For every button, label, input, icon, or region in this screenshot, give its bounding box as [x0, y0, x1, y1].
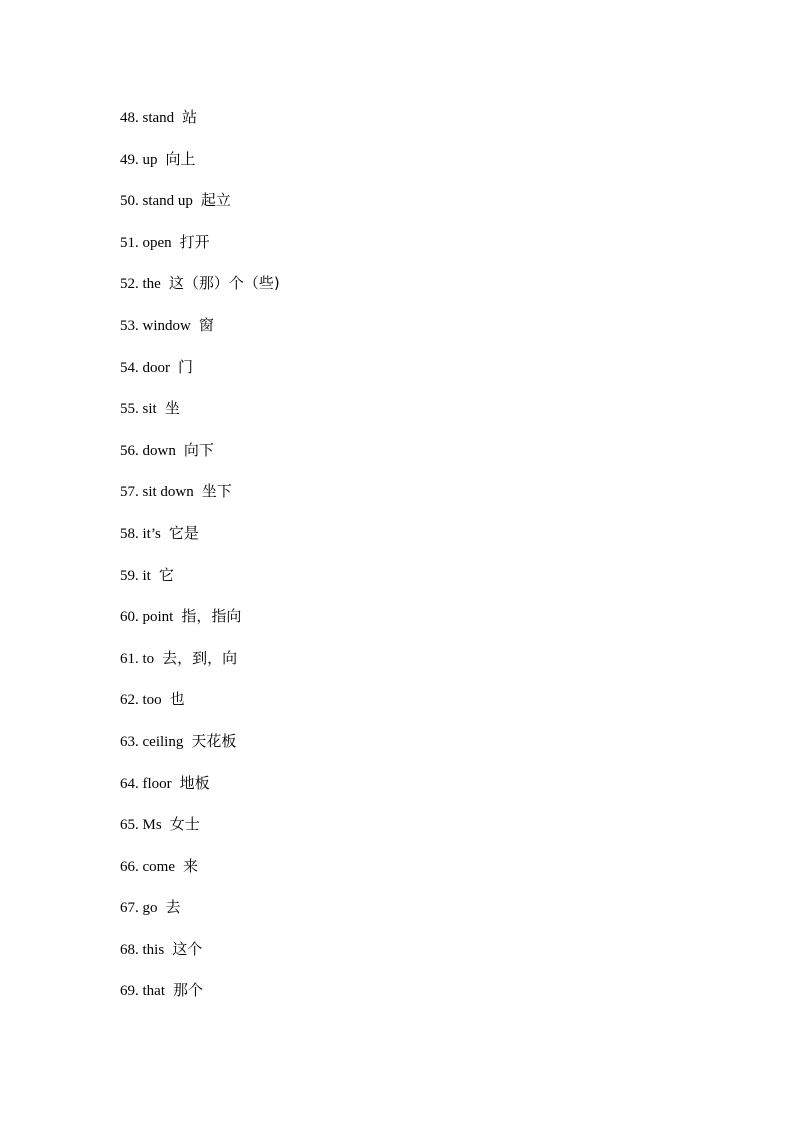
vocab-entry — [120, 855, 280, 897]
entry-meaning: 打开 — [179, 232, 210, 251]
entry-word: point — [142, 609, 174, 626]
vocab-entry — [120, 688, 280, 730]
entry-number: 52. — [120, 276, 139, 293]
entry-word: down — [142, 442, 176, 459]
entry-meaning: 坐 — [164, 399, 180, 418]
entry-number: 49. — [120, 151, 139, 168]
entry-number: 48. — [120, 110, 139, 126]
entry-word: stand — [142, 110, 175, 126]
vocab-entry — [120, 605, 280, 647]
vocab-entry — [120, 896, 280, 938]
entry-word: go — [142, 900, 158, 917]
entry-word: it — [142, 567, 151, 584]
entry-word: this — [142, 941, 165, 958]
entry-meaning: 站 — [182, 108, 198, 126]
entry-meaning: 向上 — [165, 149, 196, 168]
entry-number: 50. — [120, 193, 139, 210]
entry-word: it’s — [142, 525, 161, 542]
entry-number: 59. — [120, 567, 139, 584]
vocab-entry — [120, 231, 280, 273]
entry-meaning: 起立 — [200, 191, 231, 210]
entry-word: sit down — [142, 484, 194, 501]
vocab-entry — [120, 813, 280, 855]
entry-number: 54. — [120, 359, 139, 376]
entry-number: 67. — [120, 900, 139, 917]
entry-word: floor — [142, 775, 172, 792]
vocab-entry — [120, 356, 280, 398]
vocab-entry — [120, 938, 280, 980]
entry-meaning: 也 — [169, 690, 185, 709]
entry-meaning: 这个 — [172, 939, 203, 958]
entry-word: come — [142, 858, 175, 875]
vocab-entry — [120, 106, 280, 148]
entry-number: 53. — [120, 317, 139, 334]
entry-word: Ms — [142, 817, 162, 834]
vocabulary-list — [120, 106, 280, 1021]
entry-number: 57. — [120, 484, 139, 501]
entry-meaning: 地板 — [179, 773, 210, 792]
entry-word: up — [142, 151, 158, 168]
vocab-entry — [120, 730, 280, 772]
entry-number: 61. — [120, 650, 139, 667]
entry-word: sit — [142, 401, 157, 418]
vocab-entry — [120, 647, 280, 689]
entry-number: 68. — [120, 941, 139, 958]
entry-number: 58. — [120, 525, 139, 542]
entry-word: too — [142, 692, 162, 709]
vocab-entry — [120, 480, 280, 522]
vocab-entry — [120, 397, 280, 439]
vocab-entry — [120, 148, 280, 190]
entry-meaning: 向下 — [183, 440, 214, 459]
entry-meaning: 指，指向 — [181, 607, 242, 626]
entry-number: 63. — [120, 733, 139, 750]
entry-number: 64. — [120, 775, 139, 792]
entry-number: 65. — [120, 817, 139, 834]
entry-word: window — [142, 317, 191, 334]
entry-meaning: 它 — [158, 565, 174, 584]
entry-word: door — [142, 359, 170, 376]
entry-number: 56. — [120, 442, 139, 459]
entry-word: the — [142, 276, 161, 293]
vocab-entry — [120, 314, 280, 356]
entry-number: 66. — [120, 858, 139, 875]
entry-word: open — [142, 234, 172, 251]
entry-meaning: 这（那）个（些) — [168, 274, 280, 293]
entry-word: ceiling — [142, 733, 184, 750]
entry-meaning: 去 — [165, 898, 181, 917]
entry-number: 69. — [120, 983, 139, 1000]
entry-meaning: 去，到，向 — [162, 648, 238, 667]
entry-meaning: 那个 — [173, 981, 204, 1000]
entry-number: 55. — [120, 401, 139, 418]
entry-meaning: 天花板 — [191, 731, 237, 750]
entry-meaning: 门 — [178, 357, 194, 376]
vocab-entry — [120, 979, 280, 1021]
vocab-entry — [120, 189, 280, 231]
vocab-entry — [120, 272, 280, 314]
vocab-entry — [120, 564, 280, 606]
entry-meaning: 窗 — [198, 315, 214, 334]
entry-meaning: 它是 — [168, 523, 199, 542]
entry-meaning: 坐下 — [201, 482, 232, 501]
entry-number: 62. — [120, 692, 139, 709]
entry-meaning: 来 — [182, 856, 198, 875]
vocab-entry — [120, 772, 280, 814]
entry-number: 51. — [120, 234, 139, 251]
vocab-entry — [120, 439, 280, 481]
vocab-entry — [120, 522, 280, 564]
entry-meaning: 女士 — [169, 815, 200, 834]
entry-word: to — [142, 650, 155, 667]
entry-number: 60. — [120, 609, 139, 626]
entry-word: stand up — [142, 193, 193, 210]
entry-word: that — [142, 983, 165, 1000]
